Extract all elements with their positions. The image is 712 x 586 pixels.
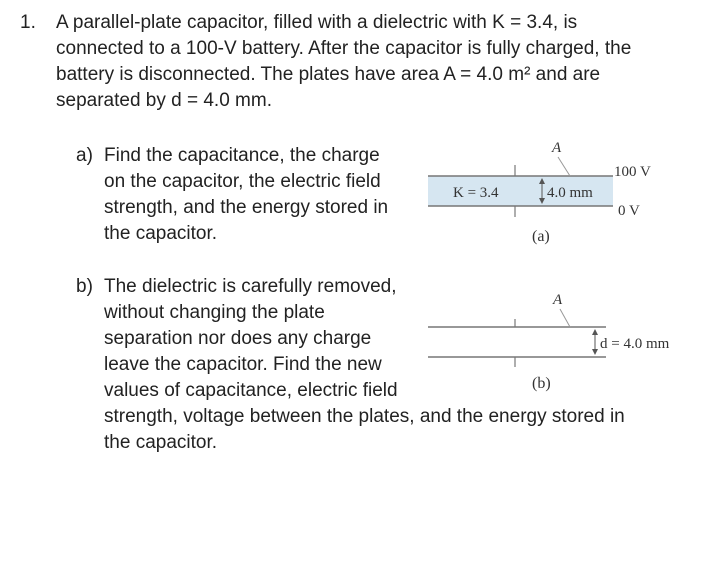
part-a: [76, 143, 416, 253]
problem-number: 1.: [20, 12, 36, 33]
part-a-line: the capacitor.: [104, 223, 218, 244]
stem-line: connected to a 100-V battery. After the capacitor is fully charged, the: [56, 38, 632, 59]
part-a-text: [104, 143, 388, 247]
gap-label: 4.0 mm: [547, 185, 593, 201]
area-label: A: [553, 292, 563, 308]
top-voltage-label: 100 V: [614, 164, 651, 180]
gap-arrow-head-down: [592, 349, 598, 355]
bottom-voltage-label: 0 V: [618, 203, 640, 219]
capacitor-figure-b: [420, 285, 700, 395]
part-b-line: separation nor does any charge: [104, 328, 372, 349]
part-b-line: values of capacitance, electric field: [104, 380, 398, 401]
figure-a-caption: (a): [532, 228, 550, 245]
part-b-line: The dielectric is carefully removed,: [104, 276, 397, 297]
area-leader: [558, 157, 570, 176]
capacitor-figure-a: [420, 135, 680, 250]
gap-label: d = 4.0 mm: [600, 336, 670, 352]
part-a-line: Find the capacitance, the charge: [104, 145, 380, 166]
part-b-line: strength, voltage between the plates, and the energy stored in: [104, 406, 625, 427]
part-a-label: a): [76, 145, 93, 166]
part-b-label: b): [76, 276, 93, 297]
area-leader: [560, 309, 570, 327]
part-b-line: leave the capacitor. Find the new: [104, 354, 382, 375]
part-b-line: the capacitor.: [104, 432, 218, 453]
gap-arrow-head-up: [592, 329, 598, 335]
stem-line: A parallel-plate capacitor, filled with a dielectric with K = 3.4, is: [56, 12, 578, 33]
stem-line: separated by d = 4.0 mm.: [56, 90, 272, 111]
stem-line: battery is disconnected. The plates have area A = 4.0 m² and are: [56, 64, 601, 85]
part-a-line: strength, and the energy stored in: [104, 197, 389, 218]
dielectric-constant-label: K = 3.4: [453, 185, 499, 201]
figure-b-caption: (b): [532, 375, 551, 392]
problem-stem: [56, 10, 696, 114]
part-b-line: without changing the plate: [104, 302, 325, 323]
area-label: A: [552, 140, 562, 156]
part-a-line: on the capacitor, the electric field: [104, 171, 381, 192]
